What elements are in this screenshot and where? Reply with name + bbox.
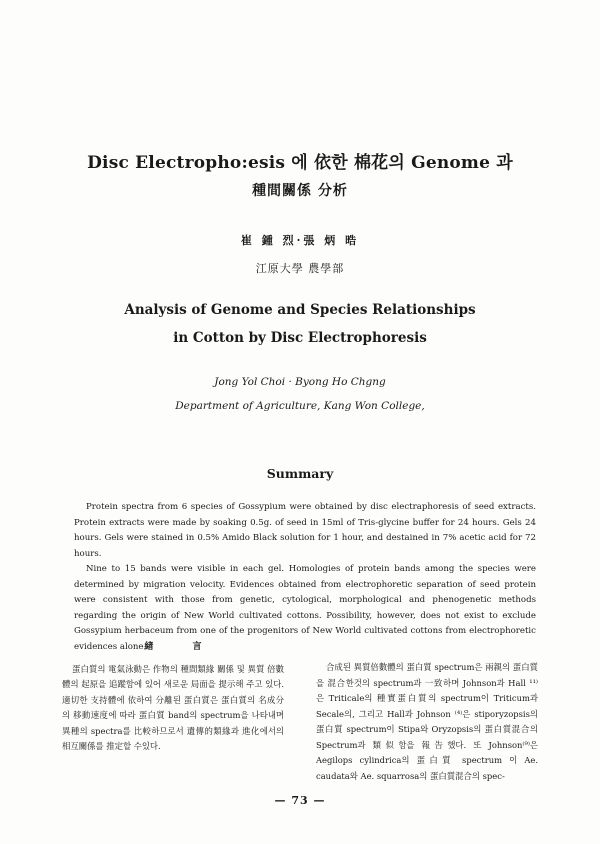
summary-abstract [74,500,536,655]
paper-title-english-line1: Analysis of Genome and Species Relationships [124,302,476,318]
body-column-left [62,640,284,755]
paper-title-english-line2: in Cotton by Disc Electrophoresis [173,330,427,346]
page-number: — 73 — [274,794,326,807]
summary-paragraph-2: Nine to 15 bands were visible in each gel. Homologies of protein bands among the species were determined by migration velocity. Evidences obtained from electrophoretic separation of seed protein were consistent with those from genetic, cytological, morphological and phenogenetic methods regarding the origin of New World cultivated cottons. Possibility, however, does not exist to exclude Gossypium herbaceum from one of the progenitors of New World cultivated cottons from electrophoretic evidences alone. [74,564,536,652]
summary-paragraph-1: Protein spectra from 6 species of Gossypium were obtained by disc electraphoresis of seed extracts. Protein extracts were made by soaking 0.5g. of seed in 15ml of Tris-glycine buffer for 24 hours. Gels 24 hours. Gels were stained in 0.5% Amido Black solution for 1 hour, and destained in 7% acetic acid for 72 hours. [74,502,536,559]
authors-korean: 崔 鍾 烈·張 炳 晧 [240,234,360,247]
affiliation-english: Department of Agriculture, Kang Won College, [175,400,425,412]
body-column-right [316,660,538,784]
paper-title-korean: Disc Electropho:esis 에 依한 棉花의 Genome 과 [87,153,513,173]
introduction-heading: 緖 言 [144,642,220,652]
summary-heading: Summary [266,466,334,481]
introduction-paragraph-left: 蛋白質의 電氣泳動은 作物의 種間類緣 關係 및 異質 倍數體의 起原을 追蹤함에 있어 새로운 局面을 提示해 주고 있다. 適切한 支持體에 依하여 分離된 蛋白質은 蛋白質의 名成分의 移動速度에 따라 蛋白質 band의 spectrum을 나타내며 異種의 spectra를 比較하므로서 遺傳的類緣과 進化에서의 相互關係를 推定할 수있다. [62,663,284,751]
paper-title-korean-subtitle: 種間關係 分析 [252,183,348,199]
introduction-paragraph-right: 合成된 異質倍數體의 蛋白質 spectrum은 兩親의 蛋白質을 混合한것의 spectrum과 一致하며 Johnson과 Hall ¹¹⁾ 은 Triticale의 種實蛋白質의 spectrum이 Triticum과 Secale의, 그리고 Hall과 Johnson ⁽⁴⁾은 stiporyzopsis의 蛋白質 spectrum이 Stipa와 Oryzopsis의 蛋白質混合의 Spectrum과 類似함을 報告했다. 또 Johnson⁽⁹⁾은 Aegilops cylindrica의 蛋白質 spectrum 이 Ae. caudata와 Ae. squarrosa의 蛋白質混合의 spec- [316,662,538,781]
affiliation-korean: 江原大學 農學部 [255,262,345,275]
authors-english: Jong Yol Choi · Byong Ho Chgng [214,376,386,388]
